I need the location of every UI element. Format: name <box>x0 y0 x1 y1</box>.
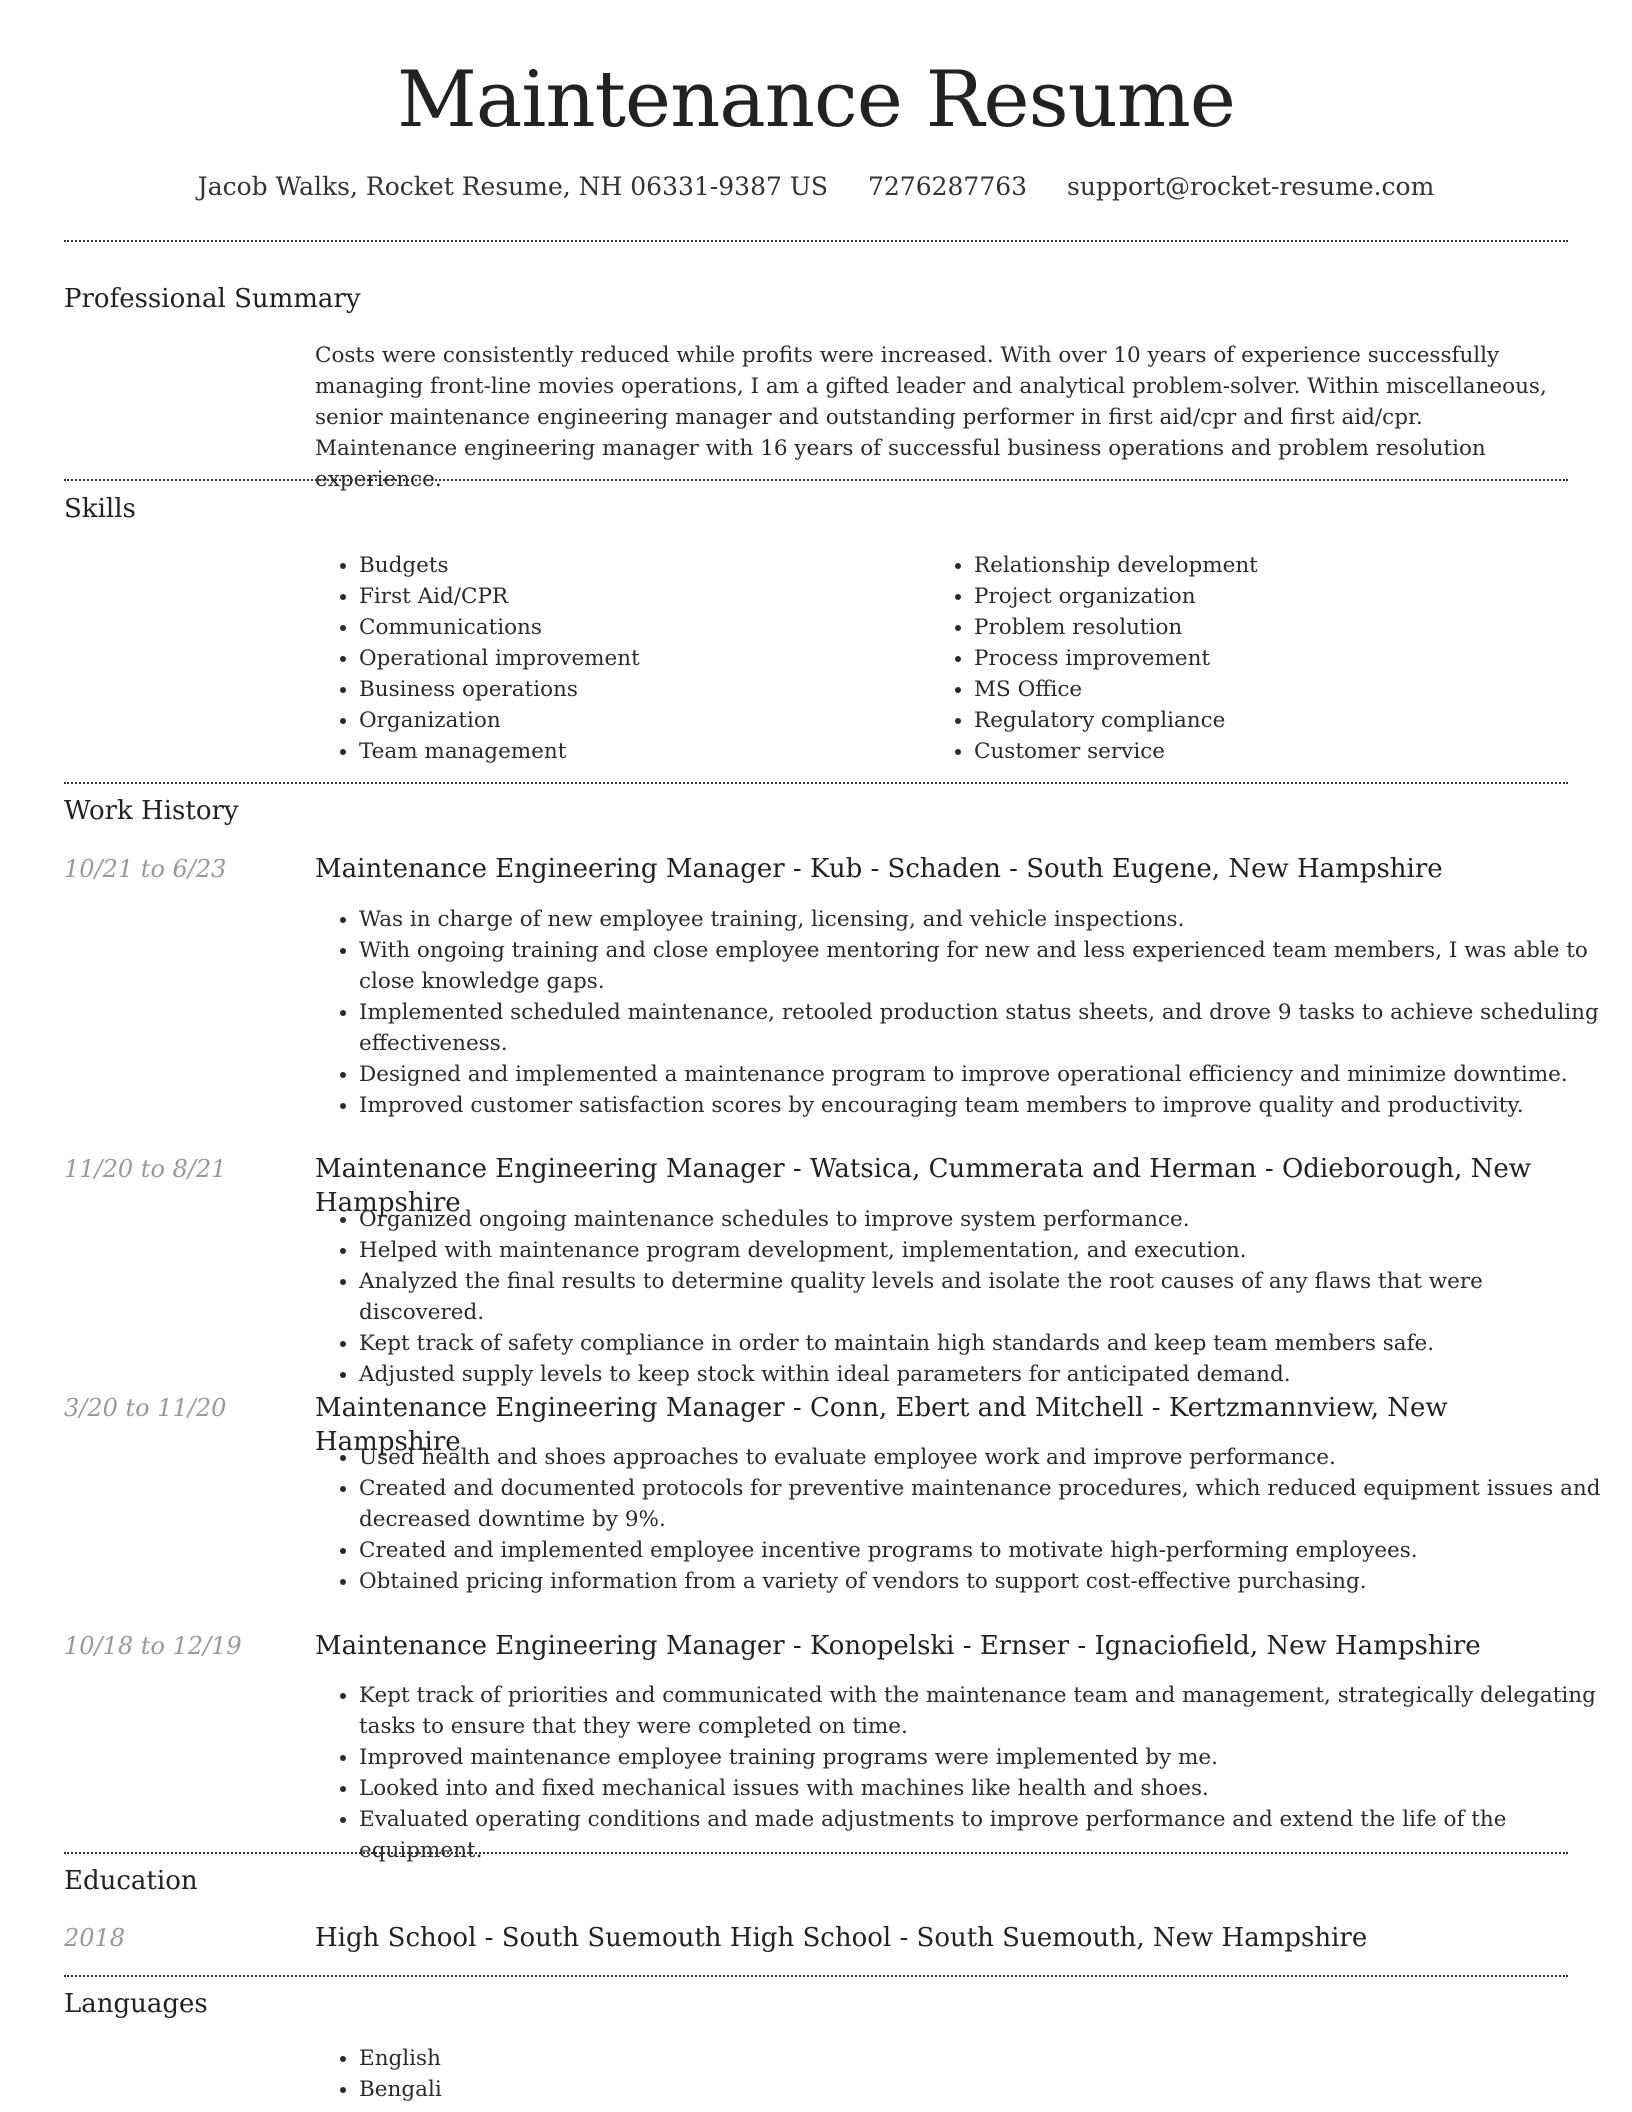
job-bullet: • Looked into and fixed mechanical issues with machines like health and shoes. <box>359 1773 1612 1804</box>
job-bullet: • Was in charge of new employee training, licensing, and vehicle inspections. <box>359 904 1612 935</box>
education-date: 2018 <box>64 1924 126 1952</box>
skill-item: • Budgets <box>359 550 919 581</box>
skill-item: • Organization <box>359 705 919 736</box>
job-bullets <box>315 1680 1612 1866</box>
job-bullet: • Used health and shoes approaches to evaluate employee work and improve performance. <box>359 1442 1612 1473</box>
job-bullet: • Adjusted supply levels to keep stock within ideal parameters for anticipated demand. <box>359 1359 1612 1390</box>
skill-item: • Process improvement <box>974 643 1574 674</box>
skills-list-left <box>315 550 919 767</box>
job-bullet: • Implemented scheduled maintenance, retooled production status sheets, and drove 9 tasks to achieve scheduling effectiveness. <box>359 997 1612 1059</box>
language-item: • English <box>359 2043 959 2074</box>
education-entry: High School - South Suemouth High School - South Suemouth, New Hampshire <box>315 1923 1368 1953</box>
skill-item: • First Aid/CPR <box>359 581 919 612</box>
divider <box>64 240 1568 242</box>
job-bullet: • Improved customer satisfaction scores by encouraging team members to improve quality and productivity. <box>359 1090 1612 1121</box>
job-bullets <box>315 1204 1612 1390</box>
job-bullet: • Analyzed the final results to determine quality levels and isolate the root causes of any flaws that were discovered. <box>359 1266 1612 1328</box>
section-heading-work: Work History <box>64 796 239 826</box>
job-title: Maintenance Engineering Manager - Kub - Schaden - South Eugene, New Hampshire <box>315 854 1443 884</box>
job-dates: 10/21 to 6/23 <box>64 855 227 883</box>
contact-phone: 7276287763 <box>867 172 1028 201</box>
skill-item: • Project organization <box>974 581 1574 612</box>
skills-list-right <box>930 550 1574 767</box>
section-heading-skills: Skills <box>64 494 136 524</box>
skill-item: • Problem resolution <box>974 612 1574 643</box>
job-bullet: • Kept track of safety compliance in order to maintain high standards and keep team members safe. <box>359 1328 1612 1359</box>
skill-item: • Communications <box>359 612 919 643</box>
section-heading-summary: Professional Summary <box>64 284 361 314</box>
job-bullet: • Organized ongoing maintenance schedules to improve system performance. <box>359 1204 1612 1235</box>
skill-item: • Operational improvement <box>359 643 919 674</box>
job-bullet: • Designed and implemented a maintenance program to improve operational efficiency and minimize downtime. <box>359 1059 1612 1090</box>
job-bullets <box>315 1442 1612 1597</box>
skill-item: • Customer service <box>974 736 1574 767</box>
job-bullet: • Evaluated operating conditions and made adjustments to improve performance and extend the life of the equipment. <box>359 1804 1612 1866</box>
skill-item: • Regulatory compliance <box>974 705 1574 736</box>
job-bullet: • Created and implemented employee incentive programs to motivate high-performing employees. <box>359 1535 1612 1566</box>
job-bullet: • Helped with maintenance program development, implementation, and execution. <box>359 1235 1612 1266</box>
job-bullet: • Kept track of priorities and communicated with the maintenance team and management, strategically delegating tasks to ensure that they were completed on time. <box>359 1680 1612 1742</box>
divider <box>64 1852 1568 1854</box>
divider <box>64 782 1568 784</box>
languages-list <box>315 2043 959 2105</box>
job-bullet: • Obtained pricing information from a variety of vendors to support cost-effective purchasing. <box>359 1566 1612 1597</box>
job-title: Maintenance Engineering Manager - Conn, Ebert and Mitchell - Kertzmannview, New Hampshire <box>315 1393 1448 1457</box>
job-title: Maintenance Engineering Manager - Konopelski - Ernser - Ignaciofield, New Hampshire <box>315 1631 1481 1661</box>
job-dates: 11/20 to 8/21 <box>64 1155 227 1183</box>
skill-item: • MS Office <box>974 674 1574 705</box>
job-bullet: • Improved maintenance employee training programs were implemented by me. <box>359 1742 1612 1773</box>
divider <box>64 1975 1568 1977</box>
section-heading-education: Education <box>64 1866 198 1896</box>
skill-item: • Team management <box>359 736 919 767</box>
skill-item: • Relationship development <box>974 550 1574 581</box>
divider <box>64 479 1568 481</box>
section-heading-languages: Languages <box>64 1989 208 2019</box>
job-title: Maintenance Engineering Manager - Watsica, Cummerata and Herman - Odieborough, New Hampshire <box>315 1154 1532 1218</box>
job-bullet: • With ongoing training and close employee mentoring for new and less experienced team members, I was able to close knowledge gaps. <box>359 935 1612 997</box>
job-bullet: • Created and documented protocols for preventive maintenance procedures, which reduced equipment issues and decreased downtime by 9%. <box>359 1473 1612 1535</box>
job-dates: 10/18 to 12/19 <box>64 1632 242 1660</box>
contact-email: support@rocket-resume.com <box>1067 172 1435 201</box>
language-item: • Bengali <box>359 2074 959 2105</box>
contact-line <box>0 170 1632 204</box>
resume-title: Maintenance Resume <box>397 55 1235 145</box>
skill-item: • Business operations <box>359 674 919 705</box>
summary-text: Costs were consistently reduced while profits were increased. With over 10 years of experience successfully managing front-line movies operations, I am a gifted leader and analytical problem-solver. Within miscellaneous, senior maintenance engineering manager and outstanding performer in first aid/cpr and first aid/cpr. Maintenance engineering manager with 16 years of successful business operations and problem resolution experience. <box>315 343 1547 492</box>
job-bullets <box>315 904 1612 1121</box>
contact-address: Jacob Walks, Rocket Resume, NH 06331-9387 US <box>197 172 829 201</box>
job-dates: 3/20 to 11/20 <box>64 1394 227 1422</box>
